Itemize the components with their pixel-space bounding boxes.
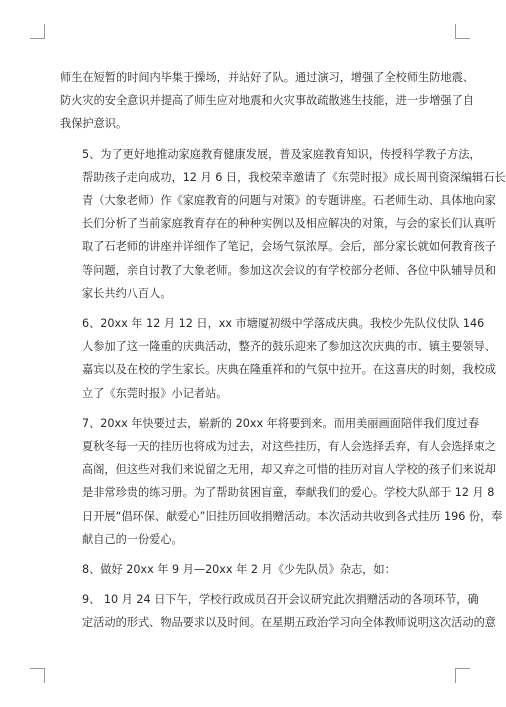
text-line: 7、20xx 年快要过去，崭新的 20xx 年将要到来。而用美丽画面陪伴我们度过春 (82, 416, 480, 430)
text-line: 立了《东莞时报》小记者站。 (82, 386, 228, 400)
text-line: 长们分析了当前家庭教育存在的种种实例以及相应解决的对策，与会的家长们认真听 (82, 217, 496, 231)
text-line: 定活动的形式、物品要求以及时间。在星期五政治学习向全体教师说明这次活动的意 (82, 616, 496, 630)
text-line: 是非常珍贵的练习册。为了帮助贫困盲童，奉献我们的爱心。学校大队部于 12 月 8 (82, 486, 495, 500)
text-line: 青（大象老师）作《家庭教育的问题与对策》的专题讲座。石老师生动、具体地向家 (82, 194, 496, 208)
text-line: 8、做好 20xx 年 9 月—20xx 年 2 月《少先队员》杂志，如： (82, 563, 396, 577)
crop-mark-top-right (455, 24, 470, 39)
text-line: 家长共约八百人。 (82, 286, 172, 300)
text-line: 5、为了更好地推动家庭教育健康发展，普及家庭教育知识，传授科学教子方法， (82, 147, 481, 161)
text-line: 嘉宾以及在校的学生家长。庆典在隆重祥和的气氛中拉开。在这喜庆的时刻，我校成 (82, 363, 496, 377)
text-line: 人参加了这一隆重的庆典活动，整齐的鼓乐迎来了参加这次庆典的市、镇主要领导、 (82, 340, 496, 354)
crop-mark-top-left (30, 24, 45, 39)
text-line: 师生在短暂的时间内毕集于操场，并站好了队。通过演习，增强了全校师生防地震、 (60, 71, 474, 84)
text-line: 夏秋冬每一天的挂历也将成为过去，对这些挂历，有人会选择丢弃，有人会选择束之 (82, 440, 496, 454)
paragraph-item-5 (60, 143, 506, 305)
text-line: 献自己的一份爱心。 (82, 532, 183, 546)
text-line: 9、 10 月 24 日下午，学校行政成员召开会议研究此次捐赠活动的各项环节，确 (82, 593, 479, 607)
paragraph-drill-summary (60, 66, 474, 136)
crop-mark-bottom-left (30, 668, 45, 683)
text-line: 取了石老师的讲座并详细作了笔记，会场气氛浓厚。会后，部分家长就如何教育孩子 (82, 240, 496, 254)
text-line: 高阁，但这些对我们来说留之无用，却又弃之可惜的挂历对盲人学校的孩子们来说却 (82, 463, 496, 477)
text-line: 等问题，亲自讨教了大象老师。参加这次会议的有学校部分老师、各位中队辅导员和 (82, 263, 496, 277)
text-line: 帮助孩子走向成功，12 月 6 日，我校荣幸邀请了《东莞时报》成长周刊资深编辑石长 (82, 170, 506, 184)
text-line: 我保护意识。 (60, 117, 128, 131)
paragraph-item-9 (60, 588, 496, 634)
text-line: 日开展“倡环保、献爱心”旧挂历回收捐赠活动。本次活动共收到各式挂历 196 份，奉 (82, 509, 503, 523)
paragraph-item-7 (60, 412, 503, 551)
paragraph-item-6 (60, 312, 496, 405)
document-body (60, 66, 506, 635)
paragraph-item-8 (60, 558, 444, 581)
text-line: 防火灾的安全意识并提高了师生应对地震和火灾事故疏散逃生技能，进一步增强了自 (60, 94, 474, 108)
text-line: 6、20xx 年 12 月 12 日，xx 市塘厦初级中学落成庆典。我校少先队仪仗队 146 (82, 317, 485, 331)
crop-mark-bottom-right (455, 668, 470, 683)
